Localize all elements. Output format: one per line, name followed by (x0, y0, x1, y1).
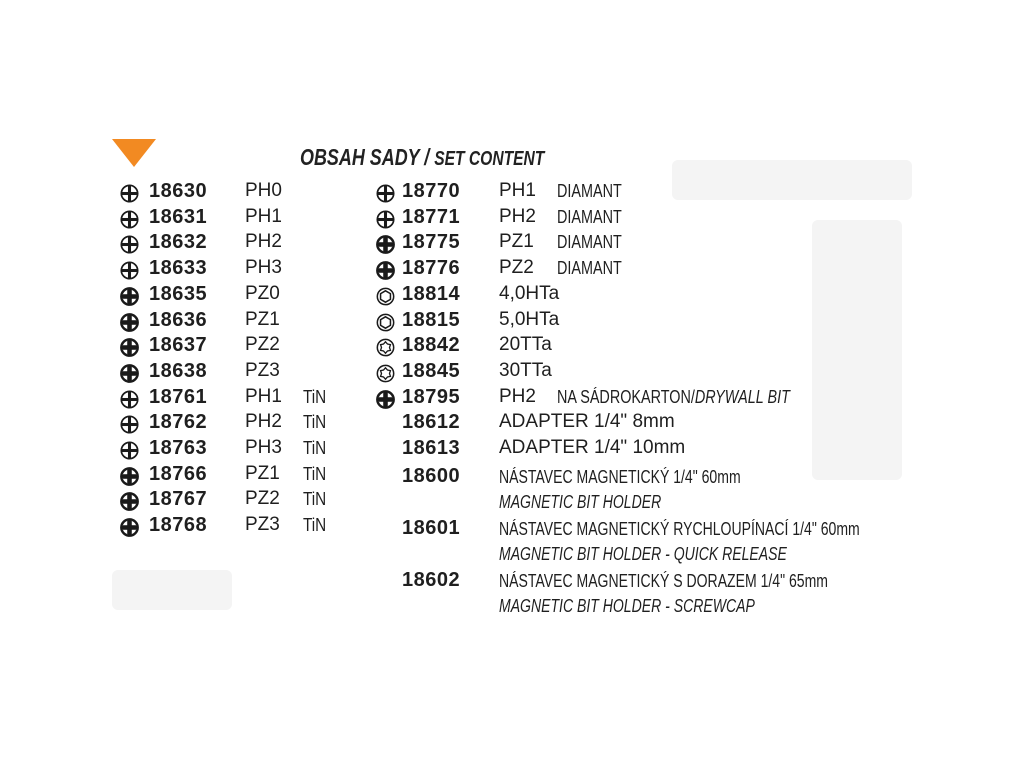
holder-description-english: MAGNETIC BIT HOLDER - QUICK RELEASE (499, 544, 787, 564)
pozidriv-cross-icon (120, 313, 139, 332)
pozidriv-cross-icon (120, 287, 139, 306)
pozidriv-cross-icon (376, 390, 395, 409)
holder-description: NÁSTAVEC MAGNETICKÝ RYCHLOUPÍNACÍ 1/4" 60mm (499, 519, 860, 539)
page-title (300, 144, 544, 171)
item-coating: TiN (303, 386, 327, 407)
item-code: 18776 (402, 257, 461, 280)
torx-star-icon (376, 338, 395, 357)
item-size: PH3 (245, 257, 282, 279)
title-sub: SET CONTENT (434, 148, 545, 170)
pozidriv-cross-icon (120, 467, 139, 486)
title-main: OBSAH SADY (300, 144, 420, 170)
background-streak (812, 220, 902, 480)
item-size: PH3 (245, 437, 282, 458)
item-code: 18636 (149, 308, 208, 331)
phillips-cross-icon (120, 235, 139, 254)
item-note (557, 232, 622, 253)
item-code: 18814 (402, 282, 461, 305)
item-coating: TiN (303, 515, 327, 536)
item-code: 18770 (402, 180, 461, 202)
item-note (557, 181, 622, 202)
holder-description-english: MAGNETIC BIT HOLDER (499, 492, 662, 512)
item-note-english: DRYWALL BIT (694, 386, 790, 407)
hex-socket-icon (376, 313, 395, 332)
item-code: 18768 (149, 514, 208, 537)
item-coating: TiN (303, 412, 327, 433)
holder-description: NÁSTAVEC MAGNETICKÝ S DORAZEM 1/4" 65mm (499, 571, 829, 591)
item-code: 18761 (149, 385, 208, 408)
item-code: 18762 (149, 411, 208, 434)
item-size: PH1 (245, 385, 282, 407)
item-note-text: DIAMANT (557, 206, 622, 227)
item-size: PH2 (499, 205, 536, 227)
item-code: 18613 (402, 437, 461, 459)
holder-description-english: MAGNETIC BIT HOLDER - SCREWCAP (499, 596, 755, 616)
background-streak (672, 160, 912, 200)
item-note-text: DIAMANT (557, 181, 622, 201)
item-size: PZ3 (245, 514, 280, 536)
pozidriv-cross-icon (376, 261, 395, 280)
item-note-text: NA SÁDROKARTON/ (557, 386, 695, 407)
holder-code: 18601 (402, 517, 461, 539)
item-code: 18633 (149, 257, 208, 280)
item-size: PZ1 (499, 231, 534, 253)
phillips-cross-icon (120, 210, 139, 229)
item-code: 18632 (149, 231, 208, 254)
phillips-cross-icon (120, 415, 139, 434)
item-size: PH2 (245, 411, 282, 433)
item-size: PH2 (245, 231, 282, 253)
item-size: PH0 (245, 180, 282, 201)
item-size: 30TTa (499, 359, 552, 381)
item-code: 18845 (402, 359, 461, 382)
item-size: PH1 (499, 180, 536, 201)
phillips-cross-icon (120, 441, 139, 460)
hex-socket-icon (376, 287, 395, 306)
item-code: 18631 (149, 205, 208, 228)
item-code: 18630 (149, 180, 208, 202)
item-size: 4,0HTa (499, 282, 560, 304)
item-code: 18767 (149, 488, 208, 511)
item-code: 18775 (402, 231, 461, 254)
holder-code: 18600 (402, 465, 461, 487)
item-size: PZ2 (499, 257, 534, 279)
item-note (557, 387, 790, 408)
item-size: 20TTa (499, 334, 552, 356)
item-code: 18637 (149, 334, 208, 357)
item-code: 18771 (402, 205, 461, 228)
torx-star-icon (376, 364, 395, 383)
item-size: PZ2 (245, 488, 280, 510)
item-coating: TiN (303, 489, 327, 510)
item-code: 18612 (402, 411, 461, 434)
item-note-text: DIAMANT (557, 232, 622, 253)
item-size: ADAPTER 1/4" 8mm (499, 411, 675, 433)
item-code: 18795 (402, 385, 461, 408)
item-size: PH1 (245, 205, 282, 227)
title-separator: / (419, 144, 435, 170)
item-size: PZ0 (245, 282, 280, 304)
item-coating: TiN (303, 438, 327, 458)
item-size: PZ1 (245, 308, 280, 330)
pozidriv-cross-icon (120, 364, 139, 383)
phillips-cross-icon (120, 184, 139, 203)
item-note (557, 258, 622, 279)
phillips-cross-icon (120, 261, 139, 280)
item-code: 18763 (149, 437, 208, 459)
item-size: PZ1 (245, 462, 280, 484)
phillips-cross-icon (376, 210, 395, 229)
item-code: 18815 (402, 308, 461, 331)
pozidriv-cross-icon (120, 518, 139, 537)
item-code: 18635 (149, 282, 208, 305)
pozidriv-cross-icon (120, 492, 139, 511)
phillips-cross-icon (376, 184, 395, 203)
item-code: 18766 (149, 462, 208, 485)
holder-description: NÁSTAVEC MAGNETICKÝ 1/4" 60mm (499, 467, 741, 487)
item-size: PH2 (499, 385, 536, 407)
phillips-cross-icon (120, 390, 139, 409)
holder-code: 18602 (402, 569, 461, 591)
background-streak (112, 570, 232, 610)
item-size: ADAPTER 1/4" 10mm (499, 437, 686, 458)
item-size: PZ2 (245, 334, 280, 356)
item-note (557, 207, 622, 228)
pozidriv-cross-icon (376, 235, 395, 254)
pozidriv-cross-icon (120, 338, 139, 357)
item-size: 5,0HTa (499, 308, 560, 330)
item-code: 18638 (149, 359, 208, 382)
item-coating: TiN (303, 463, 327, 484)
item-code: 18842 (402, 334, 461, 357)
item-size: PZ3 (245, 359, 280, 381)
item-note-text: DIAMANT (557, 258, 622, 279)
orange-triangle-marker (112, 139, 156, 167)
